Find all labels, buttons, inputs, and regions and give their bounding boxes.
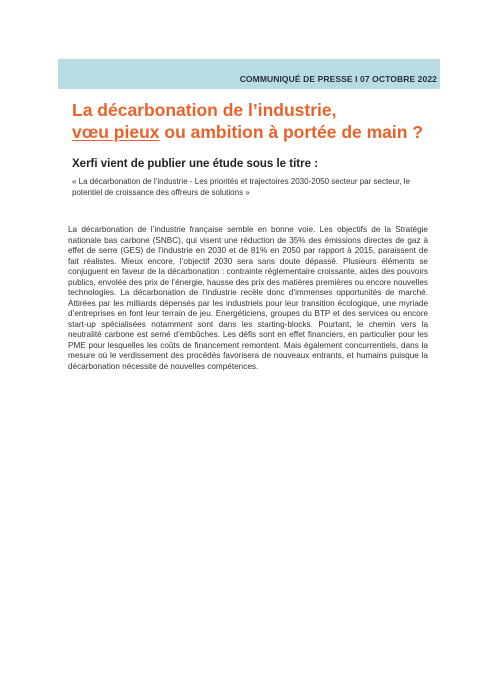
title-line-1: La décarbonation de l’industrie, — [72, 100, 337, 120]
banner-date-label: COMMUNIQUÉ DE PRESSE I 07 OCTOBRE 2022 — [239, 74, 437, 84]
title-line-2-rest: ou ambition à portée de main ? — [159, 122, 424, 142]
study-intro-heading: Xerfi vient de publier une étude sous le titre : — [72, 158, 319, 170]
press-release-banner — [58, 59, 440, 89]
body-paragraph: La décarbonation de l’industrie française semble en bonne voie. Les objectifs de la Stratégie nationale bas carbone (SNBC), qui visent une réduction de 35% des émissions directes de gaz à effet de serre (GES) de l’industrie en 2030 et de 81% en 2050 par rapport à 2015, paraissent de fait réalistes. Mieux encore, l’objectif 2030 sera sans doute dépassé. Plusieurs éléments se conjuguent en faveur de la décarbonation : contrainte réglementaire croissante, aides des pouvoirs publics, envolée des prix de l’énergie, hausse des prix des matières premières ou encore nouvelles technologies. La décarbonation de l’industrie recèle donc d’immenses opportunités de marché. Attirées par les milliards dépensés par les industriels pour leur transition écologique, une myriade d’entreprises en font leur terrain de jeu. Energéticiens, groupes du BTP et des services ou encore start-up spécialisées notamment sont dans les starting-blocks. Pourtant, le chemin vers la neutralité carbone est semé d’embûches. Les défis sont en effet financiers, en particulier pour les PME pour lesquelles les coûts de financement remontent. Mais également concurrentiels, dans la mesure où le verdissement des procédés favorisera de nouveaux entrants, et humains puisque la décarbonation nécessite de nouvelles compétences. — [68, 225, 428, 371]
title-line-2 — [72, 121, 452, 143]
title-underlined-phrase: vœu pieux — [72, 122, 160, 142]
study-title-quote: « La décarbonation de l’industrie - Les priorités et trajectoires 2030-2050 secteur par secteur, le potentiel de croissance des offreurs de solutions » — [72, 177, 410, 197]
page-title — [72, 99, 452, 143]
